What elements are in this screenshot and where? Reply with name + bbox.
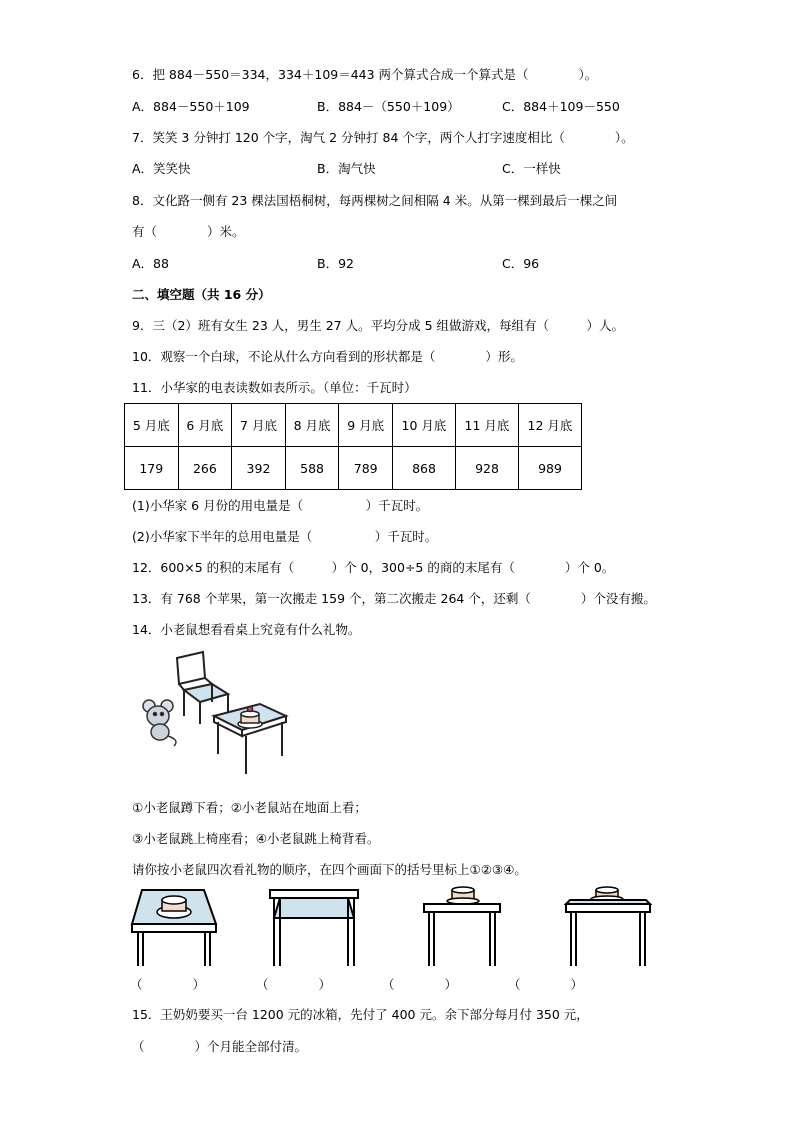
q7-option-a[interactable]: A．笑笑快: [132, 161, 191, 176]
table-header-cell: 5 月底: [125, 404, 179, 447]
q15-line1: 15．王奶奶要买一台 1200 元的冰箱，先付了 400 元。余下部分每月付 350 元，: [132, 1007, 589, 1022]
q8-option-b[interactable]: B．92: [317, 256, 354, 271]
answer-blank-1[interactable]: （ ）: [130, 977, 206, 992]
table-header-cell: 7 月底: [232, 404, 286, 447]
table-header-cell: 8 月底: [285, 404, 339, 447]
answer-blank-2[interactable]: （ ）: [256, 977, 332, 992]
table-header-cell: 10 月底: [393, 404, 456, 447]
table-header-cell: 11 月底: [456, 404, 519, 447]
q11-text: 11．小华家的电表读数如表所示。（单位：千瓦时）: [132, 380, 417, 395]
q6-option-a[interactable]: A．884－550＋109: [132, 99, 250, 114]
q14-text: 14．小老鼠想看看桌上究竟有什么礼物。: [132, 622, 361, 637]
q6-option-b[interactable]: B．884－（550＋109）: [317, 99, 460, 114]
q14-instruction: 请你按小老鼠四次看礼物的顺序，在四个画面下的括号里标上①②③④。: [132, 862, 527, 877]
table-cell: 392: [232, 447, 286, 490]
q14-option1: ①小老鼠蹲下看；②小老鼠站在地面上看；: [132, 800, 367, 815]
q6-option-c[interactable]: C．884＋109－550: [502, 99, 620, 114]
table-cell: 989: [519, 447, 582, 490]
view-standing: [422, 884, 502, 968]
cake-icon: [447, 887, 479, 904]
table-row: [125, 447, 582, 490]
mouse-icon: [143, 700, 176, 746]
table-cell: 588: [285, 447, 339, 490]
q6-text: 6．把 884－550＝334，334＋109＝443 两个算式合成一个算式是（ ）。: [132, 67, 598, 82]
table-header-cell: 6 月底: [178, 404, 232, 447]
q11-sub2: (2)小华家下半年的总用电量是（ ）千瓦时。: [132, 529, 438, 544]
q7-text: 7．笑笑 3 分钟打 120 个字，淘气 2 分钟打 84 个字，两个人打字速度相比（ ）。: [132, 130, 634, 145]
table-header-cell: 12 月底: [519, 404, 582, 447]
q7-option-b[interactable]: B．淘气快: [317, 161, 376, 176]
section2-title: 二、填空题（共 16 分）: [132, 287, 271, 302]
table-header-cell: 9 月底: [339, 404, 393, 447]
table-row: [125, 404, 582, 447]
scene-illustration: [140, 650, 300, 778]
q13-text: 13．有 768 个苹果，第一次搬走 159 个，第二次搬走 264 个，还剩（ ）个没有搬。: [132, 591, 656, 606]
q12-text: 12．600×5 的积的末尾有（ ）个 0，300÷5 的商的末尾有（ ）个 0。: [132, 560, 615, 575]
answer-blank-3[interactable]: （ ）: [382, 977, 458, 992]
answer-blank-4[interactable]: （ ）: [508, 977, 584, 992]
q8-option-c[interactable]: C．96: [502, 256, 540, 271]
view-from-below: [268, 888, 360, 968]
table-cell: 266: [178, 447, 232, 490]
q14-option2: ③小老鼠跳上椅座看；④小老鼠跳上椅背看。: [132, 831, 380, 846]
q10-text: 10．观察一个白球，不论从什么方向看到的形状都是（ ）形。: [132, 349, 523, 364]
view-top-down: [130, 888, 218, 968]
q8-line1: 8．文化路一侧有 23 棵法国梧桐树，每两棵树之间相隔 4 米。从第一棵到最后一棵之间: [132, 193, 618, 208]
q11-sub1: (1)小华家 6 月份的用电量是（ ）千瓦时。: [132, 498, 429, 513]
chair-icon: [177, 652, 228, 724]
q9-text: 9．三（2）班有女生 23 人，男生 27 人。平均分成 5 组做游戏，每组有（ ）人。: [132, 318, 625, 333]
view-from-chair-seat: [564, 884, 652, 968]
table-cell: 928: [456, 447, 519, 490]
table-cell: 179: [125, 447, 179, 490]
q8-option-a[interactable]: A．88: [132, 256, 169, 271]
table-cell: 868: [393, 447, 456, 490]
q7-option-c[interactable]: C．一样快: [502, 161, 561, 176]
table-cell: 789: [339, 447, 393, 490]
q8-line2: 有（ ）米。: [132, 224, 245, 239]
q15-line2: （ ）个月能全部付清。: [132, 1039, 308, 1054]
meter-table: [124, 403, 582, 490]
cake-icon: [157, 896, 191, 918]
